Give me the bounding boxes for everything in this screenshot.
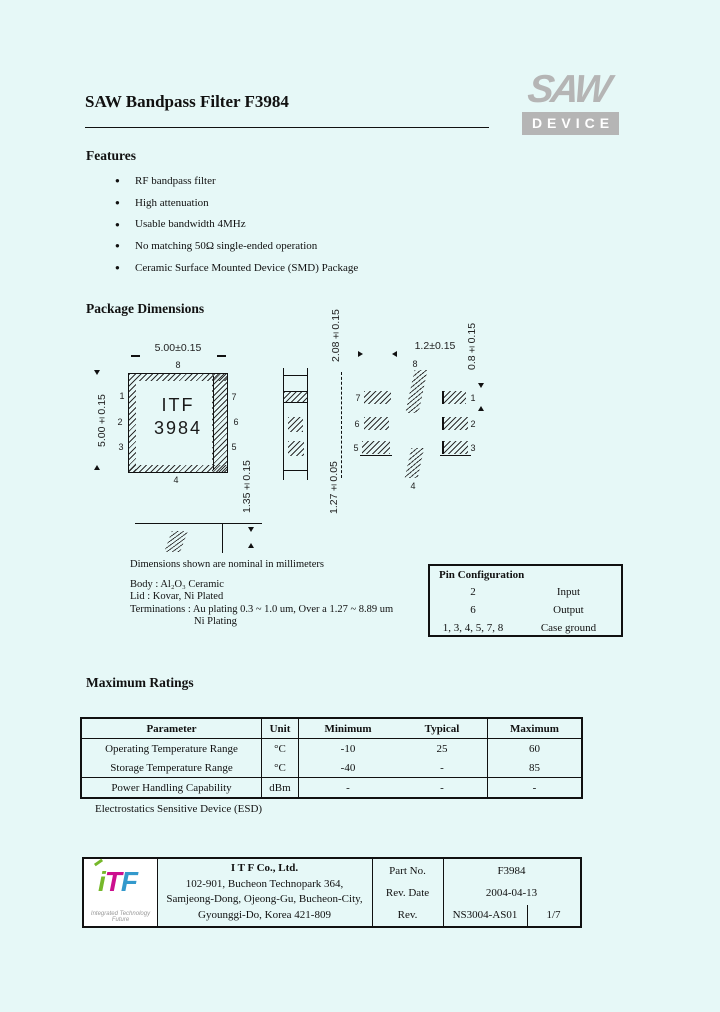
- dim-arrow-icon: [358, 351, 363, 357]
- feature-item: [86, 170, 506, 192]
- feature-text: No matching 50Ω single-ended operation: [135, 239, 318, 252]
- pad-label-5: 5: [353, 443, 359, 453]
- page-title: SAW Bandpass Filter F3984: [85, 92, 289, 111]
- rev-label: Rev.: [397, 909, 418, 921]
- pin-label-3: 3: [118, 442, 124, 452]
- front-view-line: [222, 523, 223, 553]
- col-header-parameter: Parameter: [82, 719, 262, 739]
- pin-label-7: 7: [231, 392, 237, 402]
- side-view-top: [283, 375, 308, 376]
- saw-device-logo-box: DEVICE: [522, 112, 619, 135]
- dim-arrow-icon: [478, 383, 484, 388]
- pad-label-3: 3: [470, 443, 476, 453]
- col-header-typical: Typical: [397, 719, 488, 739]
- pin-label-2: 2: [117, 417, 123, 427]
- package-dimensions-heading: Package Dimensions: [86, 301, 205, 316]
- note-line: Terminations : Au plating 0.3 ~ 1.0 um, Over a 1.27 ~ 8.89 um: [130, 603, 394, 615]
- company-name: I T F Co., Ltd.: [230, 862, 299, 874]
- pin-label-top8: 8: [175, 360, 181, 370]
- pad-5-underline: [360, 455, 392, 456]
- side-view-edge: [283, 368, 284, 480]
- pad-label-6: 6: [354, 419, 360, 429]
- feature-text: Ceramic Surface Mounted Device (SMD) Package: [135, 261, 359, 274]
- pad-2: [442, 417, 468, 430]
- bullet-icon: ●: [115, 176, 120, 186]
- dim-arrow-icon: [392, 351, 397, 357]
- feature-item: [86, 213, 506, 235]
- features-heading: Features: [86, 148, 136, 163]
- part-no-value: F3984: [497, 865, 526, 877]
- dim-pad-pitch: 1.27±0.05: [328, 461, 340, 515]
- dim-lid: 2.08±0.15: [330, 309, 342, 363]
- bullet-icon: ●: [115, 198, 120, 208]
- pin-label-5: 5: [231, 442, 237, 452]
- cell-parameter: Storage Temperature Range: [82, 758, 262, 777]
- bullet-icon: ●: [115, 241, 120, 251]
- pin-label-6: 6: [233, 417, 239, 427]
- feature-item: [86, 257, 506, 279]
- pad-5: [362, 441, 390, 454]
- pin-function: Case ground: [540, 622, 597, 634]
- saw-device-logo: SAW: [525, 68, 612, 111]
- cell-parameter: Power Handling Capability: [82, 777, 262, 797]
- dim-tick: [217, 355, 226, 357]
- pad-7: [364, 391, 391, 404]
- dimension-notes: [130, 559, 435, 629]
- feature-text: High attenuation: [135, 196, 209, 209]
- itf-logo: [98, 867, 137, 897]
- front-view-line: [135, 523, 262, 524]
- feature-text: Usable bandwidth 4MHz: [135, 218, 246, 231]
- feature-text: RF bandpass filter: [135, 174, 216, 187]
- cell-unit: dBm: [262, 777, 299, 797]
- col-header-maximum: Maximum: [488, 719, 581, 739]
- pad-1: [442, 391, 466, 404]
- side-view-hatch: [288, 441, 304, 456]
- pin-number: 1, 3, 4, 5, 7, 8: [442, 622, 504, 634]
- cell-max: -: [488, 777, 581, 797]
- pad-8: [405, 370, 427, 413]
- dim-body-height: 5.00±0.15: [96, 394, 108, 448]
- pin-config-row: [430, 583, 621, 601]
- logo-tagline: Integrated Technology Future: [90, 911, 151, 923]
- chip-marking: [129, 394, 227, 440]
- pad-4: [405, 448, 424, 478]
- rev-value: NS3004-AS01: [452, 909, 518, 921]
- col-header-minimum: Minimum: [299, 719, 397, 739]
- col-header-unit: Unit: [262, 719, 299, 739]
- note-line: Ni Plating: [194, 616, 237, 627]
- dim-tick: [131, 355, 140, 357]
- side-view-edge: [307, 368, 308, 480]
- dim-arrow-icon: [248, 527, 254, 532]
- dim-pad-height: 0.8±0.15: [466, 322, 478, 370]
- features-list: [86, 170, 506, 278]
- pin-number: 2: [470, 586, 476, 598]
- cell-max: 60: [529, 742, 540, 755]
- dim-arrow-icon: [248, 543, 254, 548]
- cell-typ: -: [397, 758, 488, 777]
- pad-label-7: 7: [355, 393, 361, 403]
- cell-typ: 25: [397, 739, 488, 758]
- pin-label-1: 1: [119, 391, 125, 401]
- maximum-ratings-heading: Maximum Ratings: [86, 675, 194, 690]
- bullet-icon: ●: [115, 263, 120, 273]
- logo-letter-f: F: [120, 866, 137, 897]
- title-underline: [85, 127, 489, 128]
- pin-configuration-title: Pin Configuration: [439, 569, 525, 581]
- address-line: Samjeong-Dong, Ojeong-Gu, Bucheon-City,: [166, 893, 363, 905]
- pad-3: [442, 441, 468, 454]
- dim-body-width: 5.00±0.15: [154, 342, 202, 354]
- pin-configuration-table: [428, 564, 623, 637]
- pad-label-4: 4: [410, 481, 416, 491]
- cell-parameter: Operating Temperature Range: [82, 739, 262, 758]
- front-view-hatch: [164, 531, 188, 552]
- cell-max: 85: [529, 761, 540, 774]
- dim-pad-width: 1.2±0.15: [414, 340, 456, 352]
- company-block: [157, 861, 372, 923]
- cell-min: -: [299, 777, 397, 797]
- pad-label-8: 8: [412, 359, 418, 369]
- dim-arrow-icon: [94, 465, 100, 470]
- pad-6: [364, 417, 389, 430]
- dim-arrow-icon: [94, 370, 100, 375]
- pad-label-1: 1: [470, 393, 476, 403]
- side-view-lid: [283, 391, 308, 403]
- logo-letter-i: i: [98, 866, 105, 897]
- feature-item: [86, 192, 506, 214]
- footer-table: [82, 857, 582, 928]
- dim-body-thickness: 1.35±0.15: [241, 460, 253, 514]
- note-line: Dimensions shown are nominal in millimeters: [130, 559, 324, 570]
- itf-logo-cell: [84, 859, 157, 926]
- feature-item: [86, 235, 506, 257]
- pin-label-4: 4: [173, 475, 179, 485]
- cell-typ: -: [397, 777, 488, 797]
- chip-marking-line1: ITF: [161, 395, 195, 415]
- pin-function: Input: [556, 586, 581, 598]
- address-line: 102-901, Bucheon Technopark 364,: [185, 877, 344, 890]
- cell-unit: °C: [262, 739, 299, 758]
- pin-function: Output: [553, 604, 584, 616]
- pad-label-2: 2: [470, 419, 476, 429]
- bullet-icon: ●: [115, 219, 120, 229]
- rev-date-label: Rev. Date: [385, 887, 430, 899]
- part-no-label: Part No.: [389, 865, 426, 877]
- side-view-bottom: [283, 470, 308, 471]
- page-number: 1/7: [546, 909, 561, 921]
- side-view-hatch: [288, 417, 303, 432]
- pin-config-row: [430, 619, 621, 637]
- maximum-ratings-table: [80, 717, 583, 799]
- logo-letter-t: T: [104, 866, 121, 897]
- rev-date-value: 2004-04-13: [485, 887, 538, 899]
- address-line: Gyounggi-Do, Korea 421-809: [198, 908, 331, 921]
- cell-min: -40: [340, 761, 356, 774]
- note-line: Body : Al₂O₃ Ceramic: [130, 578, 224, 590]
- esd-note: Electrostatics Sensitive Device (ESD): [95, 803, 263, 815]
- pin-number: 6: [470, 604, 476, 616]
- dim-arrow-icon: [478, 406, 484, 411]
- cell-min: -10: [340, 742, 356, 755]
- chip-marking-line2: 3984: [153, 418, 203, 438]
- cell-unit: °C: [262, 758, 299, 777]
- pad-3-underline: [440, 455, 471, 456]
- pin-config-row: [430, 601, 621, 619]
- note-line: Lid : Kovar, Ni Plated: [130, 591, 224, 602]
